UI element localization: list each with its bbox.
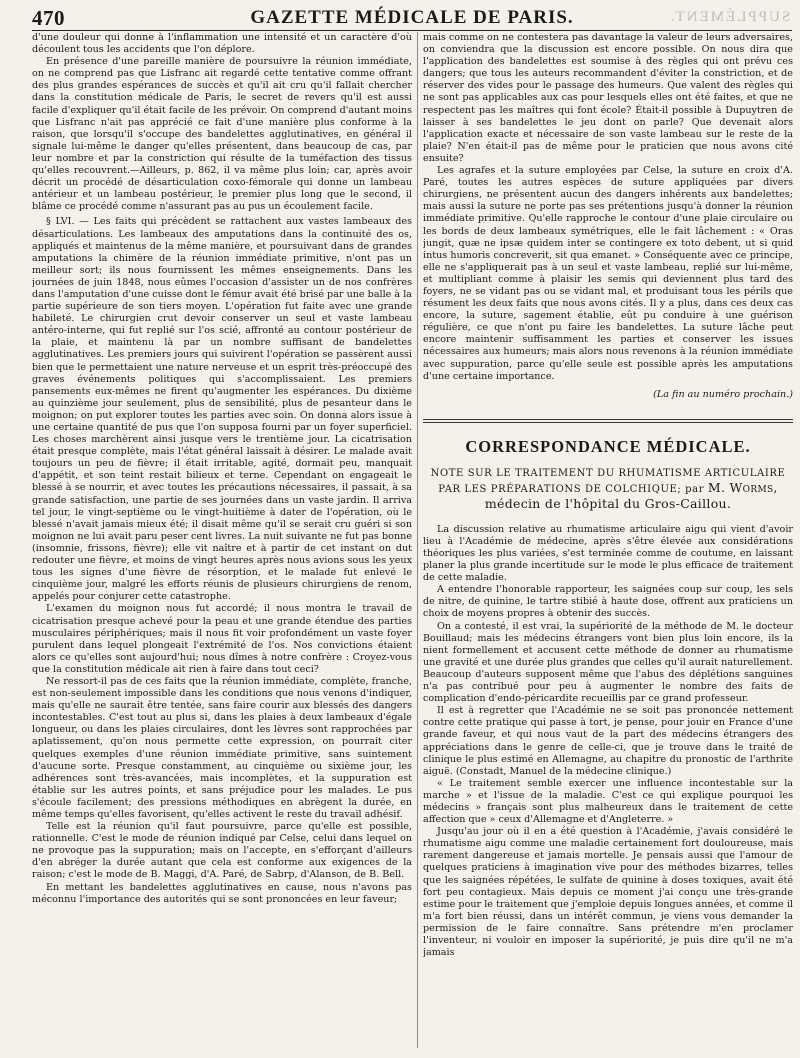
page-header [32, 4, 792, 31]
article-title [423, 467, 793, 512]
paragraph: Ne ressort-il pas de ces faits que la réunion immédiate, complète, franche, est non-seulement impossible dans les conditions que nous venons d'indiquer, mais qu'elle ne saurait être tentée, sans faire courir aux blessés des dangers incontestables. C'est tout au plus si, dans les plaies à deux lambeaux d'égale longueur, ou dans les plaies circulaires, dont les lèvres sont rapprochées par aplatissement, qu'on nous permette cette expression, on pourrait citer quelques exemples d'une réunion immédiate primitive, sans suintement d'aucune sorte. Presque constamment, au cinquième ou sixième jour, les adhérences sont très-avancées, mais incomplètes, et la suppuration est établie sur les autres points, et sans préjudice pour les malades. Le pus s'écoule facilement; des pressions méthodiques en abrègent la durée, en même temps qu'elles favorisent, qu'elles activent le reste du travail adhésif. [32, 675, 412, 820]
section-heading: CORRESPONDANCE MÉDICALE. [465, 436, 751, 456]
right-column [423, 32, 793, 1052]
paragraph: Les agrafes et la suture employées par Celse, la suture en croix d'A. Paré, toutes les autres espèces de suture appliquées par divers chirurgiens, ne présentent aucun des dangers inhérents aux bandelettes; mais aussi la suture ne porte pas ses prétentions jusqu'à donner la réunion immédiate primitive. Qu'elle rapproche le contour d'une plaie circulaire ou les bords de deux lambeaux symétriques, elle le fait lâchement : « Oras jungit, quæ ne ipsæ quidem inter se contingere ex toto debent, ut si quid intus humoris concreverit, sit qua emanet. » Conséquente avec ce principe, elle ne s'appliquerait pas à un seul et vaste lambeau, replié sur lui-même, et multipliant comme à plaisir les semis qui deviennent plus tard des foyers, ne se vidant pas ou se vidant mal, et produisant tous les périls que résument les deux faits que nous avons cités. Il y a plus, dans ces deux cas encore, la suture, sagement établie, eût pu conduire à une guérison régulière, ce que n'ont pu faire les bandelettes. La suture lâche peut encore maintenir suffisamment les parties et conserver les issues nécessaires aux humeurs; mais alors nous revenons à la réunion immédiate avec suppuration, parce qu'elle seule est possible après les amputations d'une certaine importance. [423, 165, 793, 382]
paragraph: § LVI. — Les faits qui précèdent se rattachent aux vastes lambeaux des désarticulations. Les lambeaux des amputations dans la continuité des os, appliqués et maintenus de la même manière, et poursuivant dans de grandes amputations la chimère de la réunion immédiate primitive, n'ont pas un meilleur sort; ils nous fournissent les mêmes enseignements. Dans les journées de juin 1848, nous eûmes l'occasion d'assister un de nos confrères dans l'amputation d'une cuisse dont le fémur avait été brisé par une balle à la partie supérieure de son tiers moyen. L'opération fut faite avec une grande habileté. Le chirurgien crut devoir conserver un seul et vaste lambeau antéro-interne, qui fut replié sur l'os scié, affronté au contour postérieur de la plaie, et maintenu là par un nombre suffisant de bandelettes agglutinatives. Les premiers jours qui suivirent l'opération se passèrent aussi bien que le permettaient une nature nerveuse et un esprit très-préoccupé des graves événements politiques qui s'accomplissaient. Les premiers pansements eux-mêmes ne firent qu'augmenter les espérances. Du dixième au quinzième jour seulement, plus de sensibilité, plus de pesanteur dans le moignon; on put explorer toutes les parties avec soin. On donna alors issue à une certaine quantité de pus que l'on supposa fourni par un foyer superficiel. Les choses marchèrent ainsi jusque vers le trentième jour. La cicatrisation était presque complète, mais l'état général laissait à désirer. Le malade avait toujours un peu de fièvre; il était irritable, agité, dormait peu, manquait d'appétit, et son teint restait bilieux et terne. Cependant on engageait le blessé à se nourrir, et avec toutes les précautions nécessaires, il passait, à sa grande satisfaction, une partie de ses journées dans un vaste jardin. Il arriva tel jour, le vingt-septième ou le vingt-huitième à dater de l'opération, où le blessé n'avait jamais mieux été; il disait même qu'il se serait cru guéri si son moignon ne lui avait paru peser cent livres. La nuit suivante ne fut pas bonne (insomnie, frissons, fièvre); elle vit naître et à partir de cet instant on dut redouter une fièvre, et moins de vingt heures après nous avions sous les yeux tous les signes d'une fièvre de résorption, et le malade fut enlevé le cinquième jour, malgré les efforts réunis de plusieurs chirurgiens de renom, appelés pour conjurer cette catastrophe. [32, 216, 412, 603]
paragraph: En présence d'une pareille manière de poursuivre la réunion immédiate, on ne comprend pas que Lisfranc ait regardé cette tentative comme offrant des plus grandes espérances de succès et qu'il ait cru qu'il fallait chercher dans la constitution médicale de Paris, le secret de revers qu'il est aussi facile d'expliquer qu'il était facile de les prévoir. On comprend d'autant moins que Lisfranc n'ait pas apprécié ce fait d'une manière plus conforme à la raison, que lorsqu'il s'occupe des bandelettes agglutinatives, en général il signale lui-même le danger qu'elles présentent, dans beaucoup de cas, par leur nombre et par la constriction qui résulte de la tuméfaction des tissus qu'elles recouvrent.—Ailleurs, p. 862, il va même plus loin; car, après avoir décrit un procédé de désarticulation coxo-fémorale qui donne un lambeau antérieur et un lambeau postérieur, le premier plus long que le second, il blâme ce procédé comme n'assurant pas au pus un écoulement facile. [32, 56, 412, 213]
paragraph: mais comme on ne contestera pas davantage la valeur de leurs adversaires, on conviendra que la discussion est encore possible. On nous dira que l'application des bandelettes est soumise à des règles qui ont prévu ces dangers; que tous les auteurs recommandent d'éviter la constriction, et de réserver des vides pour le passage des humeurs. Que valent des règles qui ne sont pas applicables aux cas pour lesquels elles ont été faites, et que ne respectent pas les maîtres qui font école? Était-il possible à Dupuytren de laisser à ses bandelettes le jeu dont on parle? Que devenait alors l'application exacte et nécessaire de son vaste lambeau sur le reste de la plaie? N'en était-il pas de même pour le praticien que nous avons cité ensuite? [423, 32, 793, 164]
paragraph: Telle est la réunion qu'il faut poursuivre, parce qu'elle est possible, rationnelle. C'est le mode de réunion indiqué par Celse, celui dans lequel on ne provoque pas la suppuration; mais on l'accepte, en s'efforçant d'ailleurs d'en abréger la durée autant que cela est conforme aux exigences de la raison; c'est le mode de B. Maggi, d'A. Paré, de Sabrp, d'Alanson, de B. Bell. [32, 821, 412, 881]
paragraph: d'une douleur qui donne à l'inflammation une intensité et un caractère d'où découlent tous les accidents que l'on déplore. [32, 32, 412, 56]
paragraph: La discussion relative au rhumatisme articulaire aigu qui vient d'avoir lieu à l'Académie de médecine, après s'être élevée aux considérations théoriques les plus variées, s'est terminée comme de coutume, en laissant planer la plus grande incertitude sur le mode le plus efficace de traitement de cette maladie. [423, 523, 793, 584]
paragraph: Il est à regretter que l'Académie ne se soit pas prononcée nettement contre cette pratique qui passe à tort, je pense, pour jouir en France d'une grande faveur, et qui nous vaut de la part des médecins étrangers des appréciations dans le genre de celle-ci, que je trouve dans le traité de clinique le plus estimé en Allemagne, au chapitre du pronostic de l'arthrite aiguë. (Constadt, Manuel de la médecine clinique.) [423, 705, 793, 777]
journal-title: GAZETTE MÉDICALE DE PARIS. [250, 7, 574, 28]
article-title-line1: NOTE SUR LE TRAITEMENT DU RHUMATISME ARTICULAIRE PAR LES PRÉPARATIONS DE COLCHIQUE; par [430, 467, 786, 495]
section-divider [423, 419, 793, 423]
column-divider [417, 32, 418, 1048]
continuation-note: (La fin au numéro prochain.) [653, 388, 793, 400]
bleed-through-text: SUPPLÉMENT. [668, 9, 790, 25]
article-title-line2: médecin de l'hôpital du Gros-Caillou. [484, 495, 732, 511]
paragraph: L'examen du moignon nous fut accordé; il nous montra le travail de cicatrisation presque achevé pour la peau et une grande étendue des parties musculaires périphériques; mais il nous fit voir profondément un vaste foyer purulent dans lequel plongeait l'extrémité de l'os. Nos convictions étaient alors ce qu'elles sont aujourd'hui; nous dîmes à notre confrère : Croyez-vous que la constitution médicale ait rien à faire dans tout ceci? [32, 603, 412, 675]
article-author: M. Worms, [707, 479, 778, 495]
paragraph: Jusqu'au jour où il en a été question à l'Académie, j'avais considéré le rhumatisme aigu comme une maladie certainement fort douloureuse, mais rarement dangereuse et jamais mortelle. Je pensais aussi que l'amour de quelques praticiens à imagination vive pour des méthodes bizarres, telles que les saignées répétées, le sulfate de quinine à doses toxiques, avait été fort peu contagieux. Mais depuis ce moment j'ai conçu une très-grande estime pour le traitement que j'emploie depuis longues années, et comme il m'a fort bien réussi, dans un intérêt commun, je viens vous demander la permission de le faire connaître. Sans prétendre m'en proclamer l'inventeur, ni vouloir en imposer la supériorité, je puis dire qu'il ne m'a jamais [423, 826, 793, 959]
left-column [32, 32, 412, 1052]
paragraph: A entendre l'honorable rapporteur, les saignées coup sur coup, les sels de nitre, de quinine, le tartre stibié à haute dose, offrent aux praticiens un choix de moyens propres à obtenir des succès. [423, 584, 793, 620]
page-number: 470 [32, 6, 65, 30]
paragraph: En mettant les bandelettes agglutinatives en cause, nous n'avons pas méconnu l'importance des autorités qui se sont prononcées en leur faveur; [32, 881, 412, 905]
paragraph: On a contesté, il est vrai, la supériorité de la méthode de M. le docteur Bouillaud; mais les médecins étrangers vont bien plus loin encore, ils la nient formellement et accusent cette méthode de donner au rhumatisme une gravité et une durée plus grandes que celles qu'il aurait naturellement. Beaucoup d'auteurs supposent même que l'abus des déplétions sanguines n'a pas contribué pour peu à augmenter le nombre des faits de complication d'endo-péricardite recueillis par ce grand professeur. [423, 620, 793, 705]
quotation: « Le traitement semble exercer une influence incontestable sur la marche » et l'issue de la maladie. C'est ce qui explique pourquoi les médecins » français sont plus malheureux dans le traitement de cette affection que » ceux d'Allemagne et d'Angleterre. » [423, 777, 793, 826]
